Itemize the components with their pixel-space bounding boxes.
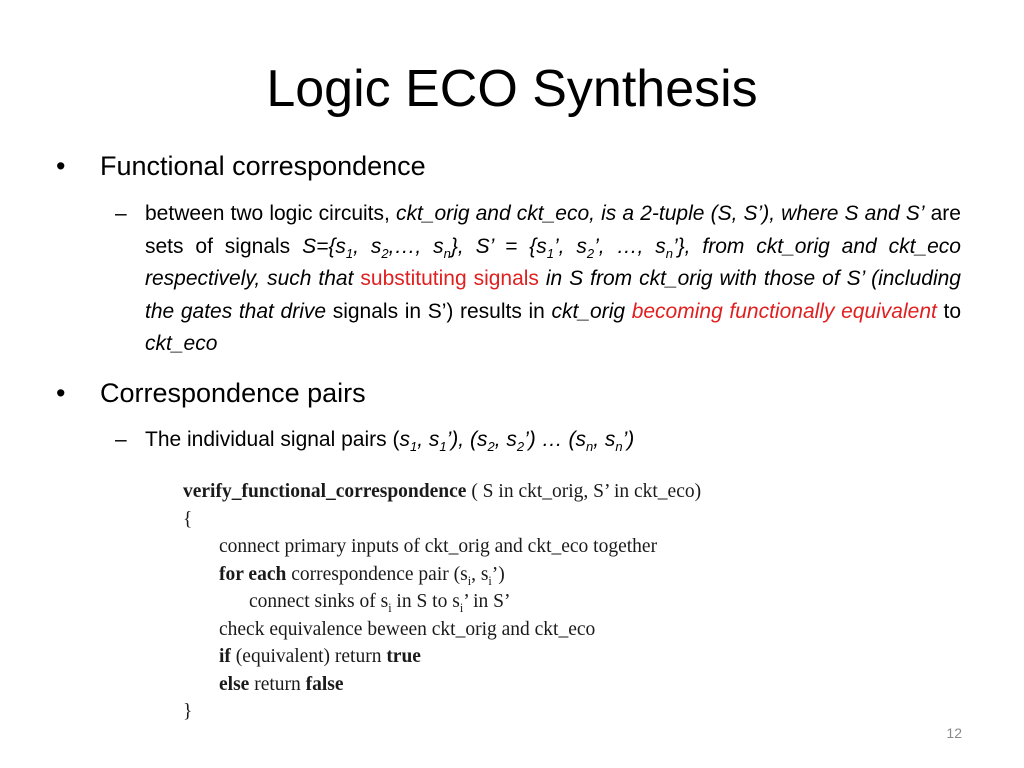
subscript: 1: [439, 439, 447, 455]
subscript: i: [467, 573, 472, 588]
code-text: connect sinks of s: [249, 591, 389, 612]
code-text: (equivalent) return: [230, 646, 387, 667]
subscript: 2: [487, 439, 495, 455]
code-text: ’ in S’: [463, 591, 511, 612]
subscript: n: [665, 245, 673, 261]
subscript: n: [615, 439, 623, 455]
text-span: , s: [494, 428, 517, 451]
text-span: }, S’ = {s: [450, 234, 547, 258]
code-text: ’): [491, 563, 505, 585]
subscript: n: [585, 439, 594, 455]
text-span: , s: [353, 234, 382, 258]
code-text: correspondence pair (s: [286, 563, 468, 585]
bullet-label: Functional correspondence: [100, 151, 426, 181]
subscript: i: [388, 600, 392, 615]
subscript: i: [459, 600, 464, 615]
sub-bullet-signal-pairs: [115, 424, 634, 457]
text-span: S={s: [302, 234, 346, 258]
pseudocode-block: [183, 478, 843, 726]
subscript: 1: [345, 245, 354, 261]
text-span: are sets of signals: [145, 202, 961, 258]
code-line-open-brace: {: [183, 508, 193, 530]
text-span: ckt_orig and ckt_eco, is a 2-tuple (S, S’), where S and S’: [395, 202, 925, 225]
text-span: ’), (s: [446, 428, 488, 451]
subscript: n: [443, 245, 451, 261]
code-line-else: [183, 671, 843, 699]
keyword: if: [219, 646, 231, 667]
text-span: , s: [593, 428, 616, 451]
text-span: ckt_eco: [145, 332, 218, 355]
text-span: s: [399, 428, 410, 451]
text-span: ’, …, s: [594, 234, 666, 258]
subscript: 2: [516, 439, 525, 455]
text-span: , s: [417, 428, 440, 451]
keyword: true: [386, 646, 421, 667]
slide-number: 12: [946, 725, 962, 741]
highlight-functionally-equivalent: becoming functionally equivalent: [631, 299, 937, 323]
code-text: , s: [471, 563, 489, 585]
text-span: between two logic circuits,: [145, 202, 390, 225]
bullet-functional-correspondence: [56, 150, 426, 182]
code-text: return: [249, 673, 306, 695]
code-line-check-equivalence: check equivalence beween ckt_orig and ckt_eco: [219, 618, 596, 640]
keyword: for each: [219, 563, 287, 585]
text-span: signals in S’) results in: [332, 299, 545, 323]
text-span: ’}, from ckt_orig and ckt_eco respectively, such that: [145, 234, 961, 290]
text-span: to: [943, 299, 962, 323]
code-line-connect-inputs: connect primary inputs of ckt_orig and ckt_eco together: [219, 536, 658, 557]
bullet-correspondence-pairs: [56, 377, 366, 409]
text-span: ’): [622, 428, 635, 451]
function-name: verify_functional_correspondence: [183, 481, 467, 502]
code-line-close-brace: }: [183, 701, 193, 722]
text-span: ckt_orig: [551, 299, 626, 323]
slide-title: Logic ECO Synthesis: [266, 60, 758, 118]
keyword: else: [219, 673, 250, 695]
subscript: 2: [586, 245, 595, 261]
signal-pairs-text: [145, 424, 634, 457]
text-span: ’, s: [553, 234, 587, 258]
code-text: in S to s: [391, 591, 460, 612]
text-span: ,…, s: [388, 234, 444, 258]
bullet-label: Correspondence pairs: [100, 378, 366, 408]
dash-marker: –: [115, 202, 127, 225]
subscript: 2: [381, 245, 389, 261]
subscript: 1: [546, 245, 554, 261]
code-line-signature: [183, 478, 843, 506]
function-params: ( S in ckt_orig, S’ in ckt_eco): [466, 481, 702, 502]
dash-marker: –: [115, 428, 127, 451]
definition-text: [145, 198, 961, 361]
subscript: i: [488, 573, 492, 588]
keyword: false: [305, 673, 344, 695]
subscript: 1: [409, 439, 418, 455]
text-span: The individual signal pairs (: [145, 428, 400, 451]
text-span: in S from ckt_orig with those of S’ (including the gates that drive: [145, 267, 961, 323]
bullet-marker: •: [56, 378, 66, 408]
code-line-for-each: [183, 561, 843, 589]
code-line-connect-sinks: [183, 588, 843, 616]
code-line-if: [183, 643, 843, 671]
highlight-substituting-signals: substituting signals: [360, 267, 539, 290]
text-span: ’) … (s: [524, 428, 586, 451]
bullet-marker: •: [56, 151, 66, 181]
sub-bullet-definition: [115, 198, 961, 361]
